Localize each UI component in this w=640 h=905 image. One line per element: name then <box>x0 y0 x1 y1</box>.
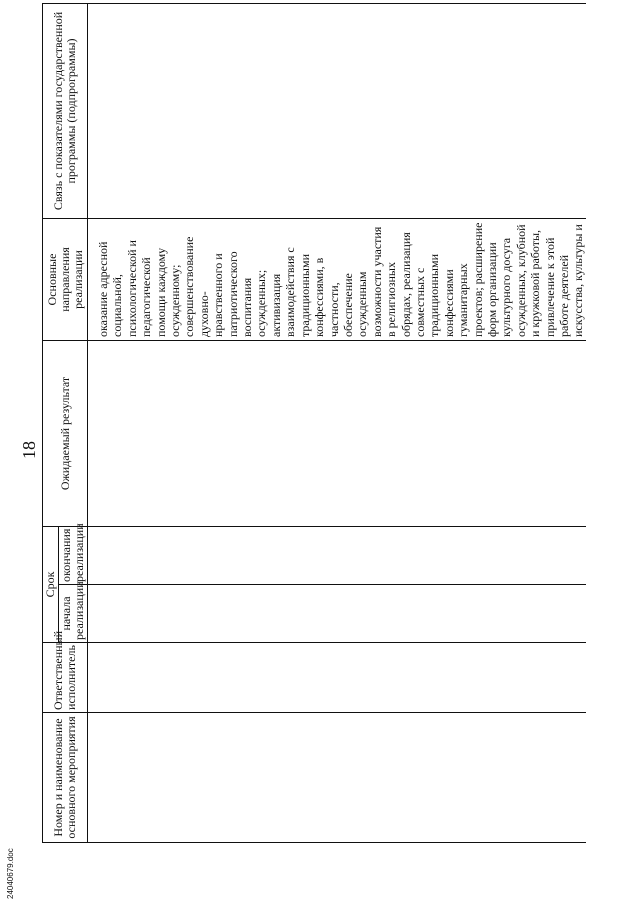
file-name: 24040679.doc <box>6 848 15 899</box>
table-row <box>88 4 586 843</box>
header-term-start: начала реализации <box>59 585 88 643</box>
header-number-name: Номер и наименование основного мероприятия <box>43 713 88 843</box>
program-table <box>42 3 586 843</box>
header-result: Ожидаемый результат <box>43 341 88 527</box>
cell-directions <box>88 219 586 341</box>
directions-text: оказание адресной социальной, психологической и педагогической помощи каждому осужденному; совершенствование духовно- нравственного и патриотического воспитания осужденных; активизация взаимодействия с традиционными конфессиями, в частности, обеспечение осужденным возможности участия в религиозных обрядах, реализация совместных с традиционными конфессиями гуманитарных проектов; расширение форм организации культурного досуга осужденных, клубной и кружковой работы, привлечение к этой работе деятелей искусства, культуры и <box>96 222 586 337</box>
page-number: 18 <box>19 441 39 459</box>
cell-term-end <box>88 527 586 585</box>
header-executor: Ответственный исполнитель <box>43 643 88 713</box>
header-link: Связь с показателями государственной программы (подпрограммы) <box>43 4 88 219</box>
cell-term-start <box>88 585 586 643</box>
cell-number-name <box>88 713 586 843</box>
header-directions: Основные направления реализации <box>43 219 88 341</box>
header-term-end: окончания реализации <box>59 527 88 585</box>
cell-executor <box>88 643 586 713</box>
cell-link <box>88 4 586 219</box>
header-term: Срок <box>43 527 59 643</box>
cell-result <box>88 341 586 527</box>
